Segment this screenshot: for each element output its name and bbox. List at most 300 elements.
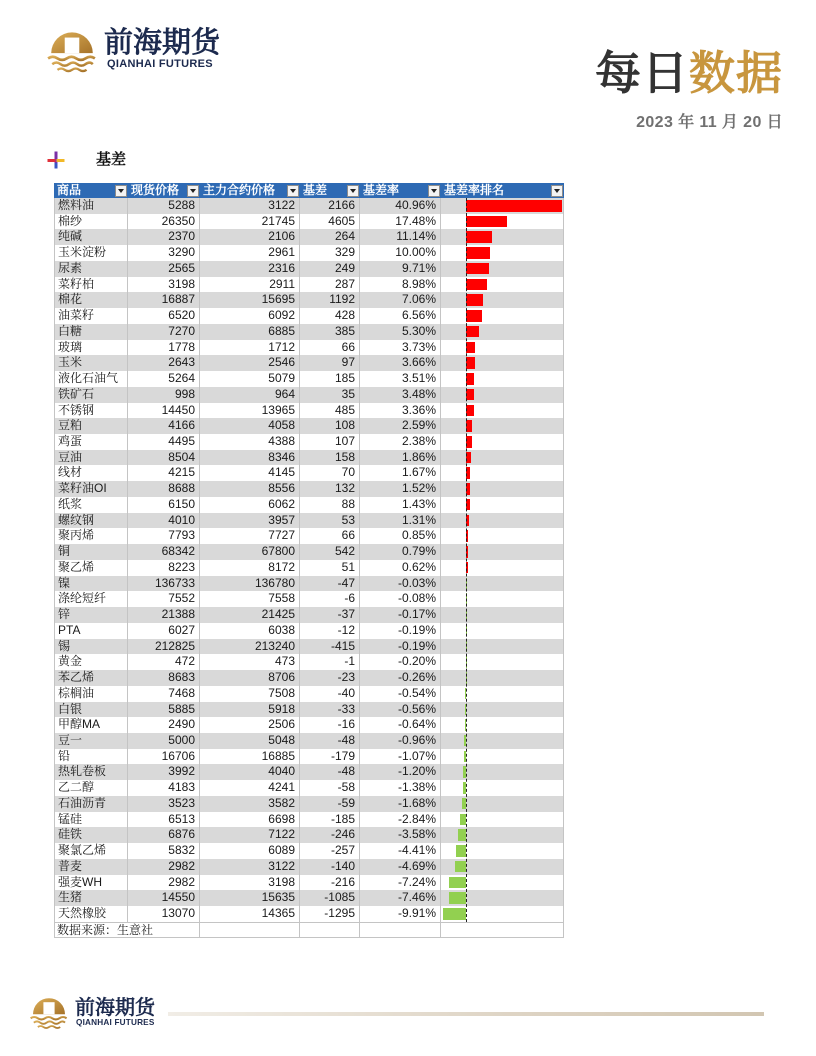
cell-commodity: 尿素	[54, 261, 128, 277]
cell-futures-price: 15695	[200, 292, 300, 308]
filter-dropdown-button[interactable]	[115, 185, 127, 197]
cell-futures-price: 8556	[200, 481, 300, 497]
cell-basis-rate-rank	[441, 780, 564, 796]
cell-futures-price: 4388	[200, 434, 300, 450]
cell-basis: -33	[300, 702, 360, 718]
cell-basis-rate-rank	[441, 544, 564, 560]
footer-divider	[168, 1012, 764, 1016]
cell-spot-price: 998	[128, 387, 200, 403]
cell-futures-price: 6038	[200, 623, 300, 639]
cell-spot-price: 13070	[128, 906, 200, 922]
table-row	[54, 560, 564, 576]
footer-brand-name-en: QIANHAI FUTURES	[76, 1018, 155, 1027]
cell-commodity: 豆粕	[54, 418, 128, 434]
cell-basis-rate-rank	[441, 654, 564, 670]
cell-basis: 88	[300, 497, 360, 513]
cell-futures-price: 16885	[200, 749, 300, 765]
cell-commodity: 玉米	[54, 355, 128, 371]
basis-rate-bar-positive	[466, 373, 474, 385]
basis-rate-bar-positive	[466, 247, 489, 259]
cell-commodity: 聚丙烯	[54, 528, 128, 544]
cell-commodity: 黄金	[54, 654, 128, 670]
cell-spot-price: 5832	[128, 843, 200, 859]
table-row	[54, 639, 564, 655]
column-header-label: 基差率	[363, 183, 400, 197]
cell-basis-rate: 1.52%	[360, 481, 441, 497]
cell-spot-price: 2490	[128, 717, 200, 733]
cell-basis-rate: 3.48%	[360, 387, 441, 403]
cell-spot-price: 6520	[128, 308, 200, 324]
table-row	[54, 812, 564, 828]
basis-rate-bar-negative	[455, 861, 466, 873]
table-row	[54, 654, 564, 670]
filter-dropdown-button[interactable]	[428, 185, 440, 197]
cell-basis: -1085	[300, 890, 360, 906]
cell-commodity: 石油沥青	[54, 796, 128, 812]
cell-basis-rate-rank	[441, 261, 564, 277]
cell-futures-price: 8346	[200, 450, 300, 466]
column-header-commodity	[54, 183, 128, 198]
cell-basis-rate-rank	[441, 528, 564, 544]
cell-spot-price: 8223	[128, 560, 200, 576]
table-row	[54, 277, 564, 293]
cell-basis-rate: -2.84%	[360, 812, 441, 828]
cell-futures-price: 8706	[200, 670, 300, 686]
table-row	[54, 308, 564, 324]
cell-futures-price: 2506	[200, 717, 300, 733]
cell-spot-price: 14450	[128, 403, 200, 419]
cell-basis-rate: -0.54%	[360, 686, 441, 702]
cell-basis: 108	[300, 418, 360, 434]
cell-basis-rate-rank	[441, 214, 564, 230]
cell-basis: 70	[300, 465, 360, 481]
cell-basis-rate: 2.59%	[360, 418, 441, 434]
cell-futures-price: 7558	[200, 591, 300, 607]
column-header-basis-rate	[360, 183, 441, 198]
cell-basis-rate: -0.56%	[360, 702, 441, 718]
cell-basis-rate-rank	[441, 607, 564, 623]
cell-commodity: 不锈钢	[54, 403, 128, 419]
basis-rate-bar-positive	[466, 279, 487, 291]
cell-futures-price: 8172	[200, 560, 300, 576]
cell-futures-price: 7122	[200, 827, 300, 843]
cell-spot-price: 212825	[128, 639, 200, 655]
data-source-note: 数据来源：生意社	[54, 923, 200, 937]
cell-basis: 4605	[300, 214, 360, 230]
cell-commodity: 聚乙烯	[54, 560, 128, 576]
cell-spot-price: 5288	[128, 198, 200, 214]
cell-spot-price: 4010	[128, 513, 200, 529]
cell-futures-price: 2316	[200, 261, 300, 277]
table-row	[54, 796, 564, 812]
cell-commodity: 热轧卷板	[54, 764, 128, 780]
basis-rate-bar-positive	[466, 310, 481, 322]
cell-spot-price: 3290	[128, 245, 200, 261]
cell-commodity: 菜籽油OI	[54, 481, 128, 497]
cell-spot-price: 7270	[128, 324, 200, 340]
cell-basis: 249	[300, 261, 360, 277]
cell-commodity: 铁矿石	[54, 387, 128, 403]
cell-basis-rate: -0.17%	[360, 607, 441, 623]
cell-basis: 35	[300, 387, 360, 403]
cell-basis-rate: -1.68%	[360, 796, 441, 812]
cell-basis: 287	[300, 277, 360, 293]
cell-basis-rate: -4.69%	[360, 859, 441, 875]
cell-basis: -59	[300, 796, 360, 812]
cell-basis-rate-rank	[441, 686, 564, 702]
table-row	[54, 717, 564, 733]
cell-basis-rate: -0.96%	[360, 733, 441, 749]
cell-basis-rate: -0.03%	[360, 576, 441, 592]
basis-rate-bar-negative	[460, 814, 467, 826]
cell-futures-price: 3957	[200, 513, 300, 529]
table-row	[54, 827, 564, 843]
cell-futures-price: 964	[200, 387, 300, 403]
filter-dropdown-icon	[350, 189, 356, 193]
cell-commodity: 菜籽柏	[54, 277, 128, 293]
cell-basis-rate-rank	[441, 859, 564, 875]
cell-spot-price: 4495	[128, 434, 200, 450]
cell-basis: 107	[300, 434, 360, 450]
cell-basis-rate-rank	[441, 749, 564, 765]
cell-futures-price: 3122	[200, 859, 300, 875]
table-row	[54, 780, 564, 796]
cell-basis-rate-rank	[441, 198, 564, 214]
cell-futures-price: 4058	[200, 418, 300, 434]
table-row	[54, 591, 564, 607]
cell-basis-rate: 7.06%	[360, 292, 441, 308]
filter-dropdown-icon	[190, 189, 196, 193]
cell-basis-rate: -3.58%	[360, 827, 441, 843]
cell-futures-price: 5079	[200, 371, 300, 387]
column-header-label: 主力合约价格	[203, 183, 276, 197]
cell-basis-rate: 40.96%	[360, 198, 441, 214]
basis-table	[54, 183, 564, 938]
cell-basis: -6	[300, 591, 360, 607]
cell-commodity: 聚氯乙烯	[54, 843, 128, 859]
basis-rate-bar-negative	[458, 829, 466, 841]
table-row	[54, 764, 564, 780]
cell-futures-price: 4145	[200, 465, 300, 481]
table-row	[54, 749, 564, 765]
cell-commodity: 乙二醇	[54, 780, 128, 796]
basis-rate-bar-positive	[466, 389, 474, 401]
basis-rate-bar-positive	[466, 294, 483, 306]
table-row	[54, 371, 564, 387]
page-title-part1: 每日	[595, 47, 689, 99]
cell-basis-rate: 5.30%	[360, 324, 441, 340]
cell-spot-price: 26350	[128, 214, 200, 230]
cell-commodity: 线材	[54, 465, 128, 481]
table-row	[54, 481, 564, 497]
cell-spot-price: 68342	[128, 544, 200, 560]
qianhai-logo-icon	[46, 23, 98, 75]
cell-spot-price: 4166	[128, 418, 200, 434]
basis-rate-bar-negative	[456, 845, 466, 857]
cell-basis-rate: -0.08%	[360, 591, 441, 607]
basis-rate-bar-negative	[449, 877, 466, 889]
cell-basis-rate-rank	[441, 403, 564, 419]
cell-futures-price: 2546	[200, 355, 300, 371]
cell-basis-rate-rank	[441, 639, 564, 655]
cell-spot-price: 4183	[128, 780, 200, 796]
cell-basis-rate-rank	[441, 827, 564, 843]
cell-basis: -23	[300, 670, 360, 686]
cell-basis-rate: 11.14%	[360, 229, 441, 245]
cell-basis: -40	[300, 686, 360, 702]
cell-basis-rate: -0.64%	[360, 717, 441, 733]
cell-spot-price: 1778	[128, 340, 200, 356]
cell-basis: -1	[300, 654, 360, 670]
cell-basis-rate: 0.85%	[360, 528, 441, 544]
cell-spot-price: 6150	[128, 497, 200, 513]
cell-commodity: 棉纱	[54, 214, 128, 230]
cell-basis-rate-rank	[441, 717, 564, 733]
table-row	[54, 229, 564, 245]
cell-basis-rate: 17.48%	[360, 214, 441, 230]
cell-futures-price: 6062	[200, 497, 300, 513]
cell-futures-price: 7508	[200, 686, 300, 702]
table-row	[54, 340, 564, 356]
basis-rate-bar-positive	[466, 405, 474, 417]
cell-futures-price: 15635	[200, 890, 300, 906]
table-row	[54, 245, 564, 261]
column-header-label: 基差率排名	[444, 183, 505, 197]
cell-basis-rate-rank	[441, 906, 564, 922]
filter-dropdown-button[interactable]	[187, 185, 199, 197]
cell-futures-price: 6089	[200, 843, 300, 859]
table-row	[54, 528, 564, 544]
cell-commodity: 涤纶短纤	[54, 591, 128, 607]
cell-basis: -216	[300, 875, 360, 891]
column-header-spot-price	[128, 183, 200, 198]
cell-basis-rate: 8.98%	[360, 277, 441, 293]
cell-basis-rate-rank	[441, 465, 564, 481]
cell-basis-rate: 3.36%	[360, 403, 441, 419]
cell-basis: 2166	[300, 198, 360, 214]
cell-spot-price: 3198	[128, 277, 200, 293]
cell-spot-price: 7793	[128, 528, 200, 544]
cell-futures-price: 3122	[200, 198, 300, 214]
table-row	[54, 875, 564, 891]
cell-commodity: 纸浆	[54, 497, 128, 513]
cell-basis-rate: -4.41%	[360, 843, 441, 859]
cell-futures-price: 6698	[200, 812, 300, 828]
cell-basis-rate: -7.46%	[360, 890, 441, 906]
cell-spot-price: 14550	[128, 890, 200, 906]
page-title	[595, 46, 783, 100]
cell-futures-price: 213240	[200, 639, 300, 655]
cell-basis-rate: 3.73%	[360, 340, 441, 356]
filter-dropdown-icon	[554, 189, 560, 193]
cell-basis: 97	[300, 355, 360, 371]
cell-basis-rate: 3.51%	[360, 371, 441, 387]
table-row	[54, 497, 564, 513]
cell-basis-rate-rank	[441, 229, 564, 245]
table-row	[54, 702, 564, 718]
cell-basis-rate-rank	[441, 277, 564, 293]
cell-commodity: 液化石油气	[54, 371, 128, 387]
table-row	[54, 450, 564, 466]
table-row	[54, 292, 564, 308]
table-row	[54, 261, 564, 277]
table-row	[54, 906, 564, 922]
cell-basis-rate: -1.20%	[360, 764, 441, 780]
table-row	[54, 544, 564, 560]
table-row	[54, 403, 564, 419]
cell-basis-rate: 0.62%	[360, 560, 441, 576]
cell-basis-rate-rank	[441, 481, 564, 497]
table-row	[54, 670, 564, 686]
column-header-basis-rate-rank	[441, 183, 564, 198]
cell-basis: 428	[300, 308, 360, 324]
basis-rate-bar-negative	[443, 908, 466, 920]
cell-futures-price: 6092	[200, 308, 300, 324]
cell-basis-rate: -1.38%	[360, 780, 441, 796]
table-row	[54, 686, 564, 702]
brand-name-cn: 前海期货	[104, 25, 221, 59]
table-footer-row	[54, 922, 564, 938]
table-row	[54, 198, 564, 214]
cell-futures-price: 21745	[200, 214, 300, 230]
cell-basis-rate-rank	[441, 418, 564, 434]
cell-spot-price: 21388	[128, 607, 200, 623]
basis-rate-bar-positive	[466, 326, 478, 338]
cell-spot-price: 4215	[128, 465, 200, 481]
cell-basis-rate-rank	[441, 308, 564, 324]
table-row	[54, 733, 564, 749]
table-row	[54, 418, 564, 434]
cell-spot-price: 3992	[128, 764, 200, 780]
cell-basis-rate-rank	[441, 497, 564, 513]
cell-basis-rate-rank	[441, 513, 564, 529]
cell-spot-price: 8683	[128, 670, 200, 686]
cell-spot-price: 5885	[128, 702, 200, 718]
cell-basis-rate-rank	[441, 796, 564, 812]
table-row	[54, 214, 564, 230]
cell-basis: 542	[300, 544, 360, 560]
cell-futures-price: 13965	[200, 403, 300, 419]
cell-basis-rate: -9.91%	[360, 906, 441, 922]
cell-commodity: 镍	[54, 576, 128, 592]
cell-basis-rate-rank	[441, 670, 564, 686]
cell-basis: -179	[300, 749, 360, 765]
filter-dropdown-button[interactable]	[287, 185, 299, 197]
cell-futures-price: 7727	[200, 528, 300, 544]
cell-futures-price: 2106	[200, 229, 300, 245]
filter-dropdown-button[interactable]	[347, 185, 359, 197]
cell-futures-price: 5048	[200, 733, 300, 749]
cell-commodity: 豆一	[54, 733, 128, 749]
table-footer-cell	[360, 923, 441, 937]
table-footer-cell	[200, 923, 300, 937]
cell-basis: -246	[300, 827, 360, 843]
cell-basis: -415	[300, 639, 360, 655]
table-row	[54, 576, 564, 592]
cell-basis: -16	[300, 717, 360, 733]
cell-futures-price: 473	[200, 654, 300, 670]
column-header-label: 基差	[303, 183, 328, 197]
cell-basis-rate: 0.79%	[360, 544, 441, 560]
basis-rate-bar-positive	[466, 263, 489, 275]
table-row	[54, 387, 564, 403]
table-footer-cell	[441, 923, 564, 937]
cell-basis-rate-rank	[441, 371, 564, 387]
cell-basis: -140	[300, 859, 360, 875]
table-row	[54, 607, 564, 623]
cell-spot-price: 5264	[128, 371, 200, 387]
cell-basis-rate: 10.00%	[360, 245, 441, 261]
cell-basis-rate-rank	[441, 733, 564, 749]
table-row	[54, 324, 564, 340]
table-header-row	[54, 183, 564, 198]
cell-basis-rate-rank	[441, 450, 564, 466]
cell-basis-rate-rank	[441, 764, 564, 780]
cell-basis-rate: 1.86%	[360, 450, 441, 466]
filter-dropdown-button[interactable]	[551, 185, 563, 197]
cell-commodity: PTA	[54, 623, 128, 639]
table-row	[54, 890, 564, 906]
basis-rate-bar-negative	[449, 892, 466, 904]
cell-basis: -185	[300, 812, 360, 828]
cell-spot-price: 2643	[128, 355, 200, 371]
cell-spot-price: 16706	[128, 749, 200, 765]
cell-basis-rate-rank	[441, 340, 564, 356]
cell-basis: 1192	[300, 292, 360, 308]
cell-futures-price: 136780	[200, 576, 300, 592]
cell-spot-price: 136733	[128, 576, 200, 592]
cell-spot-price: 16887	[128, 292, 200, 308]
cell-commodity: 白糖	[54, 324, 128, 340]
cell-commodity: 锡	[54, 639, 128, 655]
qianhai-logo-icon	[29, 991, 69, 1031]
cell-basis: -58	[300, 780, 360, 796]
cell-basis-rate-rank	[441, 355, 564, 371]
cell-spot-price: 3523	[128, 796, 200, 812]
cell-basis: -1295	[300, 906, 360, 922]
cell-basis-rate: -7.24%	[360, 875, 441, 891]
table-footer-cell	[300, 923, 360, 937]
table-row	[54, 623, 564, 639]
cell-basis: -37	[300, 607, 360, 623]
cell-futures-price: 6885	[200, 324, 300, 340]
cell-futures-price: 4241	[200, 780, 300, 796]
cell-basis-rate: 6.56%	[360, 308, 441, 324]
cell-basis: 66	[300, 528, 360, 544]
cell-basis-rate: -0.20%	[360, 654, 441, 670]
cell-commodity: 锰硅	[54, 812, 128, 828]
cell-commodity: 铜	[54, 544, 128, 560]
cell-commodity: 普麦	[54, 859, 128, 875]
report-date: 2023 年 11 月 20 日	[636, 114, 783, 131]
cell-basis-rate: 3.66%	[360, 355, 441, 371]
cell-basis: -12	[300, 623, 360, 639]
cell-basis: 264	[300, 229, 360, 245]
brand-name-en: QIANHAI FUTURES	[107, 58, 213, 70]
table-body	[54, 198, 564, 922]
filter-dropdown-icon	[431, 189, 437, 193]
cell-basis-rate-rank	[441, 890, 564, 906]
cell-futures-price: 4040	[200, 764, 300, 780]
cell-spot-price: 8504	[128, 450, 200, 466]
cell-basis-rate: -1.07%	[360, 749, 441, 765]
cell-spot-price: 2565	[128, 261, 200, 277]
filter-dropdown-icon	[290, 189, 296, 193]
cell-spot-price: 7552	[128, 591, 200, 607]
column-header-label: 现货价格	[131, 183, 180, 197]
cell-basis: 66	[300, 340, 360, 356]
cell-commodity: 鸡蛋	[54, 434, 128, 450]
